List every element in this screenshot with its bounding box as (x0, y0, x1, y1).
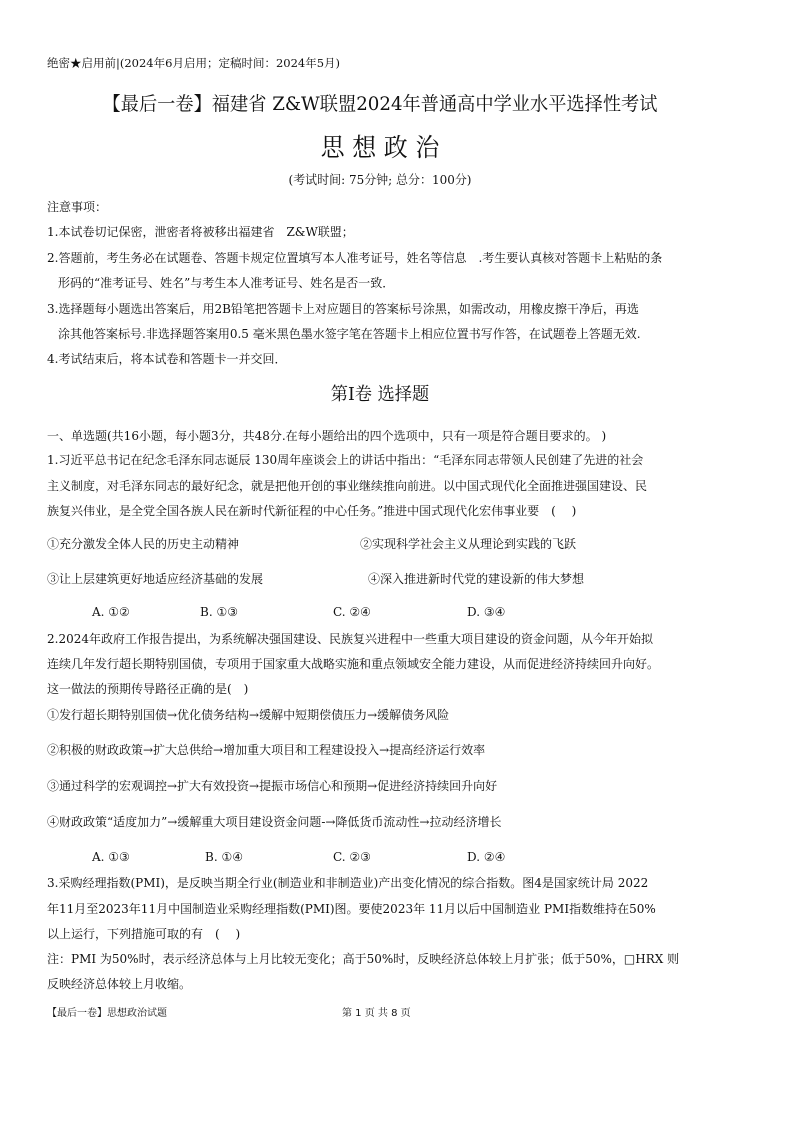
page-number: 第 1 页 共 8 页 (342, 1008, 411, 1019)
q1-line-1: 1.习近平总书记在纪念毛泽东同志诞辰 130周年座谈会上的讲话中指出：“毛泽东同志带领人民创建了先进的社会 (47, 453, 644, 467)
q3-line-1: 3.采购经理指数(PMI)，是反映当期全行业(制造业和非制造业)产出变化情况的综合指数。图4是国家统计局 2022 (47, 876, 649, 890)
q1-option-a: A. ①② (92, 605, 130, 619)
notice-item-1: 1.本试卷切记保密，泄密者将被移出福建省 Z&W联盟； (47, 225, 354, 239)
q1-line-3: 族复兴伟业，是全党全国各族人民在新时代新征程的中心任务。”推进中国式现代化宏伟事业要 ( ) (47, 504, 577, 518)
notice-item-2-cont: 形码的“准考证号、姓名”与考生本人准考证号、姓名是否一致． (58, 276, 395, 290)
notice-item-4: 4.考试结束后，将本试卷和答题卡一并交回． (47, 352, 287, 366)
exam-title: 【最后一卷】福建省 Z&W联盟2024年普通高中学业水平选择性考试 (102, 93, 658, 115)
notice-item-2: 2.答题前，考生务必在试题卷、答题卡规定位置填写本人准考证号，姓名等信息 .考生要认真核对答题卡上粘贴的条 (47, 251, 663, 265)
q1-statement-3: ③让上层建筑更好地适应经济基础的发展 (47, 572, 264, 586)
notice-item-3: 3.选择题每小题选出答案后，用2B铅笔把答题卡上对应题目的答案标号涂黑，如需改动，用橡皮擦干净后，再选 (47, 302, 639, 316)
q2-statement-1: ①发行超长期特别国债→优化债务结构→缓解中短期偿债压力→缓解债务风险 (47, 708, 450, 722)
q2-statement-3: ③通过科学的宏观调控→扩大有效投资→提振市场信心和预期→促进经济持续回升向好 (47, 779, 498, 793)
q1-option-d: D. ③④ (467, 605, 506, 619)
q2-line-1: 2.2024年政府工作报告提出，为系统解决强国建设、民族复兴进程中一些重大项目建设的资金问题，从今年开始拟 (47, 632, 653, 646)
q1-option-b: B. ①③ (200, 605, 238, 619)
notice-heading: 注意事项： (47, 200, 108, 214)
subject-title: 思 想 政 治 (320, 133, 440, 162)
q1-statement-2: ②实现科学社会主义从理论到实践的飞跃 (360, 537, 577, 551)
q2-option-c: C. ②③ (333, 850, 371, 864)
q1-statement-4: ④深入推进新时代党的建设新的伟大梦想 (368, 572, 585, 586)
q2-statement-4: ④财政政策“适度加力”→缓解重大项目建设资金问题-→降低货币流动性→拉动经济增长 (47, 815, 502, 829)
section-title: 第Ⅰ卷 选择题 (330, 384, 430, 405)
q3-line-2: 年11月至2023年11月中国制造业采购经理指数(PMI)图。要使2023年 11月以后中国制造业 PMI指数维持在50% (47, 902, 656, 916)
q2-line-3: 这一做法的预期传导路径正确的是( ) (47, 682, 249, 696)
notice-item-3-cont: 涂其他答案标号.非选择题答案用0.5 毫米黑色墨水签字笔在答题卡上相应位置书写作答，在试题卷上答题无效. (58, 327, 641, 341)
q1-option-c: C. ②④ (333, 605, 371, 619)
q1-line-2: 主义制度，对毛泽东同志的最好纪念，就是把他开创的事业继续推向前进。以中国式现代化全面推进强国建设、民 (47, 479, 648, 493)
q3-line-3: 以上运行，下列措施可取的有 ( ) (47, 927, 241, 941)
q1-statement-1: ①充分激发全体人民的历史主动精神 (47, 537, 240, 551)
exam-time-info: (考试时间: 75分钟; 总分：100分) (288, 172, 472, 187)
secret-label: 绝密★启用前|(2024年6月启用；定稿时间：2024年5月) (47, 56, 341, 70)
section-intro: 一、单选题(共16小题，每小题3分，共48分.在每小题给出的四个选项中，只有一项是符合题目要求的。 ) (47, 429, 607, 443)
q3-note-line-1: 注：PMI 为50%时，表示经济总体与上月比较无变化；高于50%时，反映经济总体较上月扩张；低于50%，□HRX 则 (47, 952, 680, 966)
q2-line-2: 连续几年发行超长期特别国债，专项用于国家重大战略实施和重点领域安全能力建设，从而促进经济持续回升向好。 (47, 657, 660, 671)
q2-option-a: A. ①③ (92, 850, 130, 864)
q2-option-d: D. ②④ (467, 850, 506, 864)
q2-option-b: B. ①④ (205, 850, 243, 864)
q3-note-line-2: 反映经济总体较上月收缩。 (47, 977, 192, 991)
q2-statement-2: ②积极的财政政策→扩大总供给→增加重大项目和工程建设投入→提高经济运行效率 (47, 743, 486, 757)
footer-title: 【最后一卷】思想政治试题 (47, 1008, 167, 1019)
